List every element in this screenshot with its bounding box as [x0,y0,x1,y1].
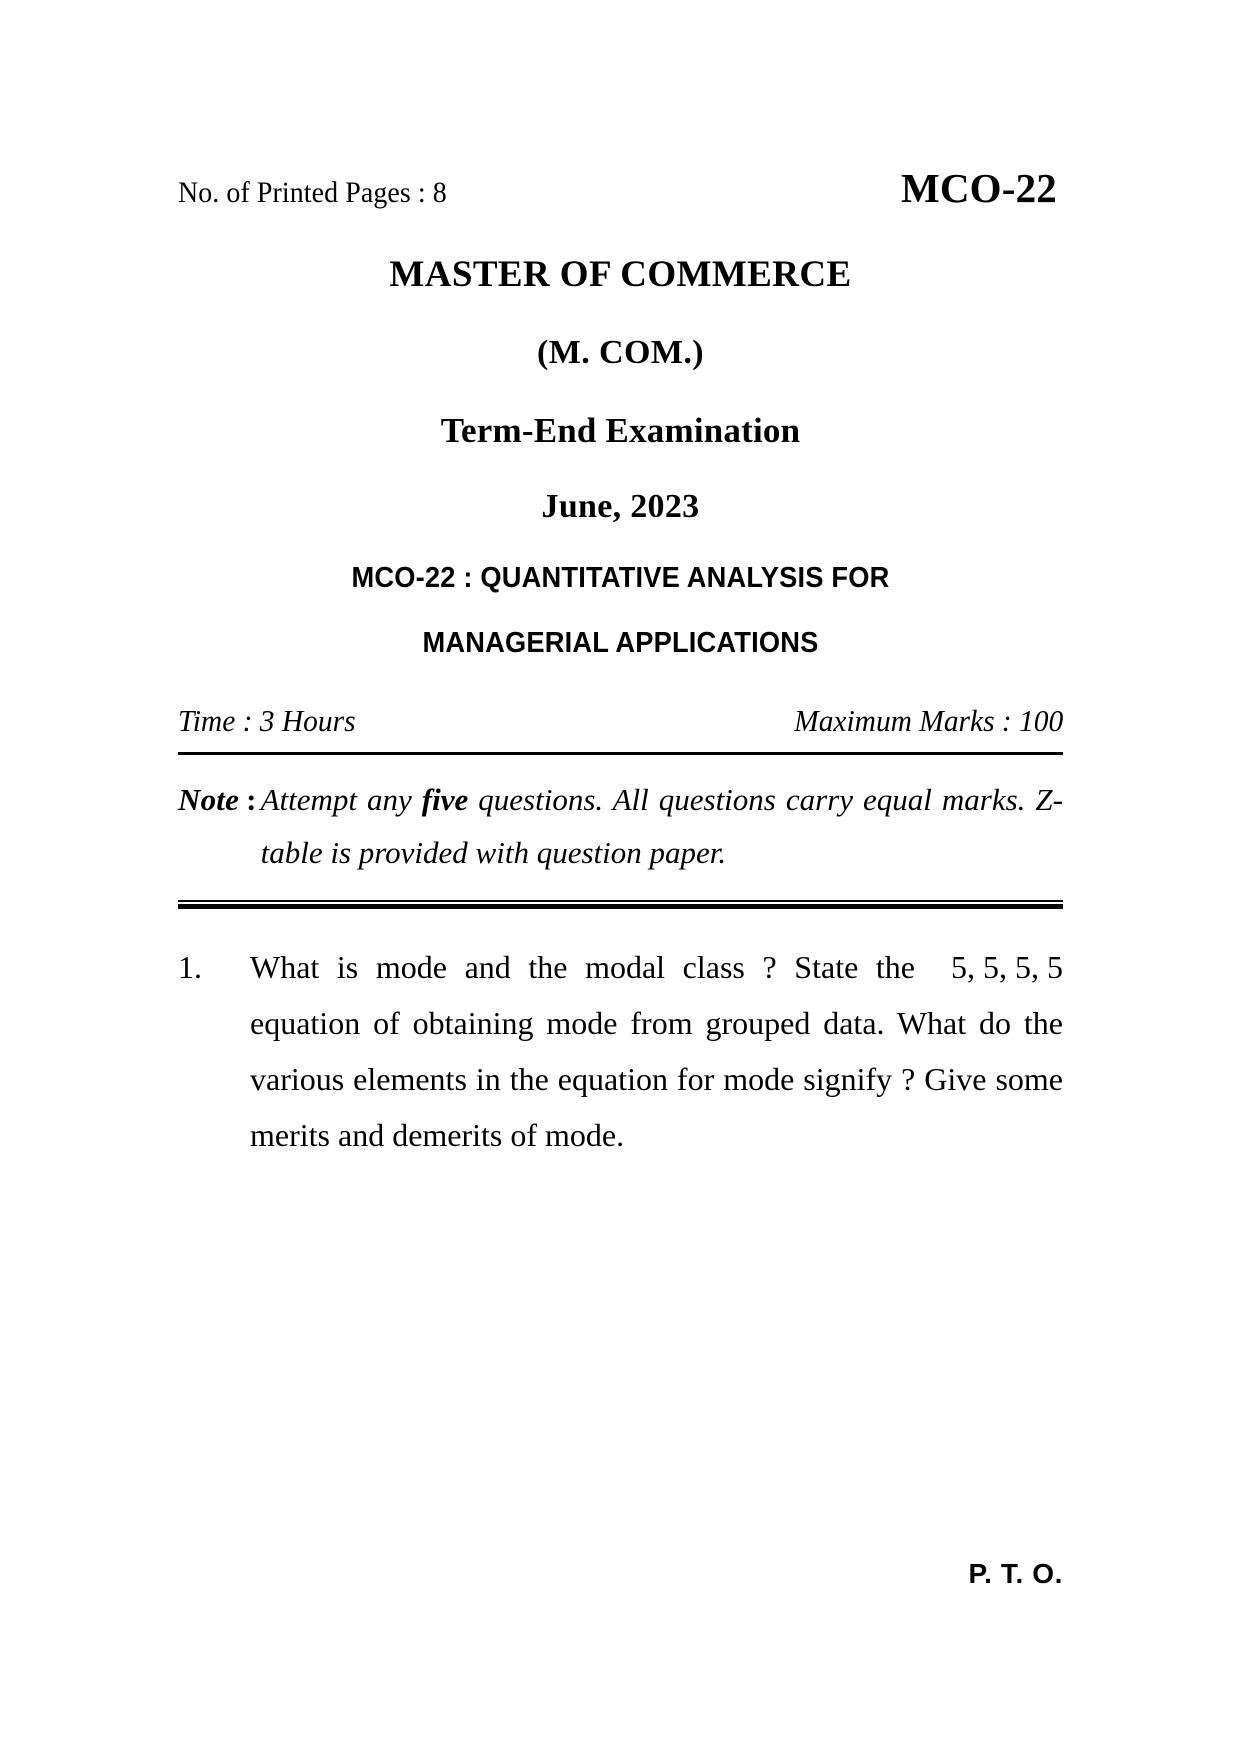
title-block [178,256,1063,658]
page-header [178,165,1063,214]
exam-info-row [178,705,1063,736]
page-turn-over-label: P. T. O. [968,1558,1063,1589]
question-marks: 5, 5, 5, 5 [951,948,1063,985]
note-colon: : [246,782,257,817]
question-item [178,939,1063,1163]
maximum-marks: Maximum Marks : 100 [793,703,1063,738]
program-title: MASTER OF COMMERCE [389,254,852,295]
program-abbreviation: (M. COM.) [537,334,704,371]
note-label [178,773,261,826]
rule-above-note [178,752,1063,755]
examination-session: June, 2023 [541,488,700,525]
note-text-part-2: questions. All questions carry equal marks. Z-table is provided with question paper. [260,782,1063,871]
subject-title-line-1: MCO-22 : QUANTITATIVE ANALYSIS FOR [351,562,890,594]
question-number: 1. [178,948,202,985]
rule-thick-line [178,904,1063,909]
note-text-part-1: Attempt any [260,782,422,817]
note-label-text: Note [178,782,240,817]
rule-below-note [178,900,1063,909]
printed-pages-label: No. of Printed Pages : 8 [178,176,447,209]
note-emphasis: five [421,782,469,817]
note-text [261,773,1063,880]
note-block [178,773,1063,880]
course-code: MCO-22 [900,165,1057,211]
subject-title-line-2: MANAGERIAL APPLICATIONS [422,627,819,659]
time-allowed: Time : 3 Hours [178,703,356,738]
question-body [250,939,1063,1163]
rule-thin-line [178,900,1063,902]
examination-type: Term-End Examination [440,411,801,450]
question-text: What is mode and the modal class ? State the equation of obtaining mode from grouped data. What do the various elements in the equation for mode signify ? Give some merits and demerits of mode. [250,948,1063,1153]
questions-list [178,939,1063,1163]
